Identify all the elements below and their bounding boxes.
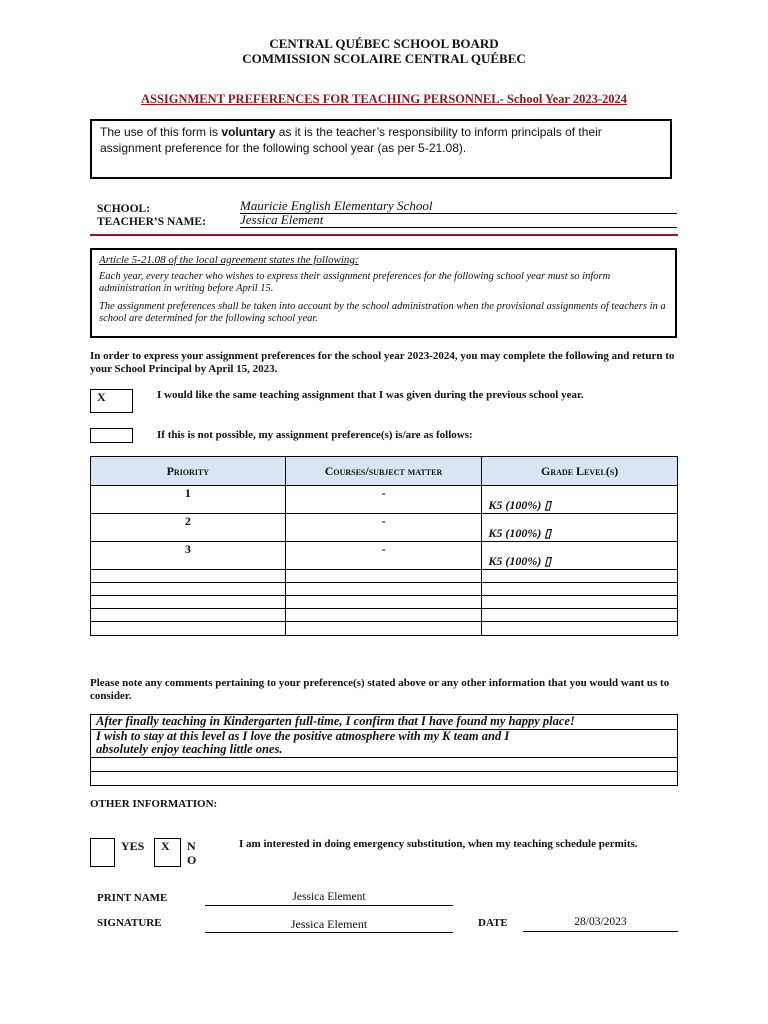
teacher-field[interactable]: Jessica Element bbox=[240, 212, 677, 228]
course-cell[interactable]: - bbox=[285, 486, 482, 514]
table-row bbox=[91, 609, 678, 622]
board-name-fr: COMMISSION SCOLAIRE CENTRAL QUÉBEC bbox=[242, 51, 526, 66]
school-label: SCHOOL: bbox=[97, 203, 151, 215]
same-assignment-checkbox[interactable]: X bbox=[90, 389, 133, 413]
article-para-2: The assignment preferences shall be taken into account by the school administration when the provisional assignments of teachers in a school are determined for the following school year. bbox=[99, 301, 666, 324]
no-checkbox[interactable]: X bbox=[154, 838, 181, 867]
empty-cell[interactable] bbox=[482, 596, 678, 609]
other-preference-text: If this is not possible, my assignment preference(s) is/are as follows: bbox=[157, 429, 473, 441]
table-row bbox=[91, 583, 678, 596]
empty-cell[interactable] bbox=[285, 570, 482, 583]
article-heading: Article 5-21.08 of the local agreement states the following: bbox=[99, 254, 359, 266]
no-label-1: N bbox=[187, 839, 196, 853]
date-field[interactable]: 28/03/2023 bbox=[523, 916, 678, 932]
comment-line-empty bbox=[91, 772, 677, 785]
comment-line-1: After finally teaching in Kindergarten full-time, I confirm that I have found my happy place! bbox=[91, 715, 677, 730]
empty-cell[interactable] bbox=[285, 609, 482, 622]
header-grade: Grade Level(s) bbox=[482, 457, 678, 486]
table-row bbox=[91, 622, 678, 636]
yes-checkbox[interactable] bbox=[90, 838, 115, 867]
empty-cell[interactable] bbox=[482, 583, 678, 596]
table-header-row bbox=[91, 457, 678, 486]
intro-text-2: as it is the teacher’s responsibility to inform principals of their assignment preference for the following school year (as per 5-21.08). bbox=[100, 125, 602, 155]
header-courses: Courses/subject matter bbox=[285, 457, 482, 486]
signature-label: SIGNATURE bbox=[97, 917, 162, 929]
priority-cell[interactable]: 1 bbox=[91, 486, 286, 514]
empty-cell[interactable] bbox=[482, 570, 678, 583]
print-name-field[interactable]: Jessica Element bbox=[205, 891, 453, 906]
priority-cell[interactable]: 3 bbox=[91, 542, 286, 570]
preferences-table bbox=[90, 456, 678, 636]
empty-cell[interactable] bbox=[91, 583, 286, 596]
divider bbox=[90, 234, 678, 236]
teacher-label: TEACHER’S NAME: bbox=[97, 216, 206, 228]
table-row bbox=[91, 486, 678, 514]
comment-text-2: I wish to stay at this level as I love the positive atmosphere with my K team and I bbox=[96, 729, 510, 743]
grade-cell[interactable]: K5 (100%) ▯ bbox=[482, 486, 678, 514]
table-row bbox=[91, 514, 678, 542]
article-box bbox=[90, 248, 677, 338]
no-label-2: O bbox=[187, 853, 197, 867]
empty-cell[interactable] bbox=[482, 622, 678, 636]
comment-line-empty bbox=[91, 758, 677, 772]
empty-cell[interactable] bbox=[91, 609, 286, 622]
signature-field[interactable]: Jessica Element bbox=[205, 917, 453, 933]
yes-label: YES bbox=[121, 839, 145, 853]
board-name-en: CENTRAL QUÉBEC SCHOOL BOARD bbox=[269, 36, 499, 51]
substitution-text: I am interested in doing emergency substitution, when my teaching schedule permits. bbox=[239, 838, 638, 850]
instruction-text: In order to express your assignment preferences for the school year 2023-2024, you may complete the following and return to your School Principal by April 15, 2023. bbox=[90, 350, 675, 375]
other-info-label: OTHER INFORMATION: bbox=[90, 798, 218, 810]
comments-box[interactable] bbox=[90, 714, 678, 786]
empty-cell[interactable] bbox=[285, 596, 482, 609]
table-row bbox=[91, 542, 678, 570]
print-name-label: PRINT NAME bbox=[97, 892, 168, 904]
header-priority: Priority bbox=[91, 457, 286, 486]
empty-cell[interactable] bbox=[91, 596, 286, 609]
table-row bbox=[91, 570, 678, 583]
comments-prompt: Please note any comments pertaining to your preference(s) stated above or any other information that you would want us to consider. bbox=[90, 677, 670, 702]
table-row bbox=[91, 596, 678, 609]
empty-cell[interactable] bbox=[91, 570, 286, 583]
intro-box bbox=[90, 119, 672, 179]
intro-bold: voluntary bbox=[221, 125, 276, 139]
intro-text-1: The use of this form is bbox=[100, 125, 222, 139]
priority-cell[interactable]: 2 bbox=[91, 514, 286, 542]
same-assignment-text: I would like the same teaching assignment that I was given during the previous school year. bbox=[157, 389, 584, 401]
comment-text-3: absolutely enjoy teaching little ones. bbox=[96, 742, 283, 756]
form-title: ASSIGNMENT PREFERENCES FOR TEACHING PERSONNEL- School Year 2023-2024 bbox=[140, 92, 628, 106]
grade-cell[interactable]: K5 (100%) ▯ bbox=[482, 542, 678, 570]
date-label: DATE bbox=[478, 917, 508, 929]
comment-line-2 bbox=[91, 730, 677, 758]
other-preference-checkbox[interactable] bbox=[90, 428, 133, 443]
empty-cell[interactable] bbox=[91, 622, 286, 636]
empty-cell[interactable] bbox=[285, 583, 482, 596]
empty-cell[interactable] bbox=[285, 622, 482, 636]
course-cell[interactable]: - bbox=[285, 514, 482, 542]
school-field[interactable]: Mauricie English Elementary School bbox=[240, 198, 677, 214]
article-para-1: Each year, every teacher who wishes to express their assignment preferences for the following school year must so inform administration in writing before April 15. bbox=[99, 271, 611, 294]
grade-cell[interactable]: K5 (100%) ▯ bbox=[482, 514, 678, 542]
course-cell[interactable]: - bbox=[285, 542, 482, 570]
empty-cell[interactable] bbox=[482, 609, 678, 622]
